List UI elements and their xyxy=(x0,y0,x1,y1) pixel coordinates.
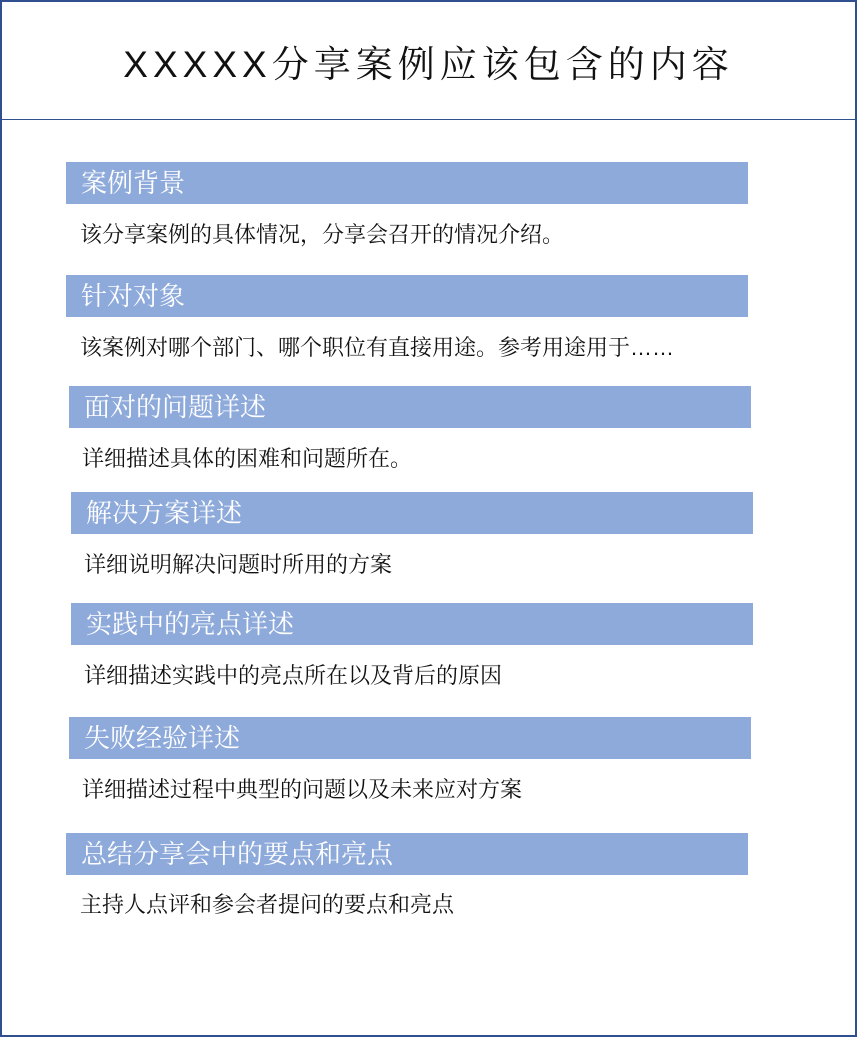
section-title: 针对对象 xyxy=(81,281,186,311)
section-description: 详细描述实践中的亮点所在以及背后的原因 xyxy=(84,663,503,688)
section-title: 失败经验详述 xyxy=(84,723,241,753)
section-description: 详细描述具体的困难和问题所在。 xyxy=(82,446,413,471)
section-description: 该分享案例的具体情况，分享会召开的情况介绍。 xyxy=(80,222,565,247)
title-area xyxy=(0,0,857,120)
section-description: 该案例对哪个部门、哪个职位有直接用途。参考用途用于…… xyxy=(80,335,675,360)
section-header-solution xyxy=(71,492,753,534)
section-header-failure-lessons xyxy=(69,717,751,759)
section-title: 解决方案详述 xyxy=(86,498,243,528)
section-header-highlights xyxy=(71,603,753,645)
section-header-target-audience xyxy=(66,275,748,317)
section-header-background xyxy=(66,162,748,204)
section-title: 面对的问题详述 xyxy=(84,392,267,422)
section-title: 实践中的亮点详述 xyxy=(86,609,295,639)
section-title: 总结分享会中的要点和亮点 xyxy=(81,839,394,869)
section-header-summary xyxy=(66,833,748,875)
section-description: 详细描述过程中典型的问题以及未来应对方案 xyxy=(82,777,523,802)
section-description: 详细说明解决问题时所用的方案 xyxy=(84,552,393,577)
section-header-problem xyxy=(69,386,751,428)
page-title: XXXXX分享案例应该包含的内容 xyxy=(123,44,734,85)
section-description: 主持人点评和参会者提问的要点和亮点 xyxy=(80,892,455,917)
section-title: 案例背景 xyxy=(81,168,186,198)
